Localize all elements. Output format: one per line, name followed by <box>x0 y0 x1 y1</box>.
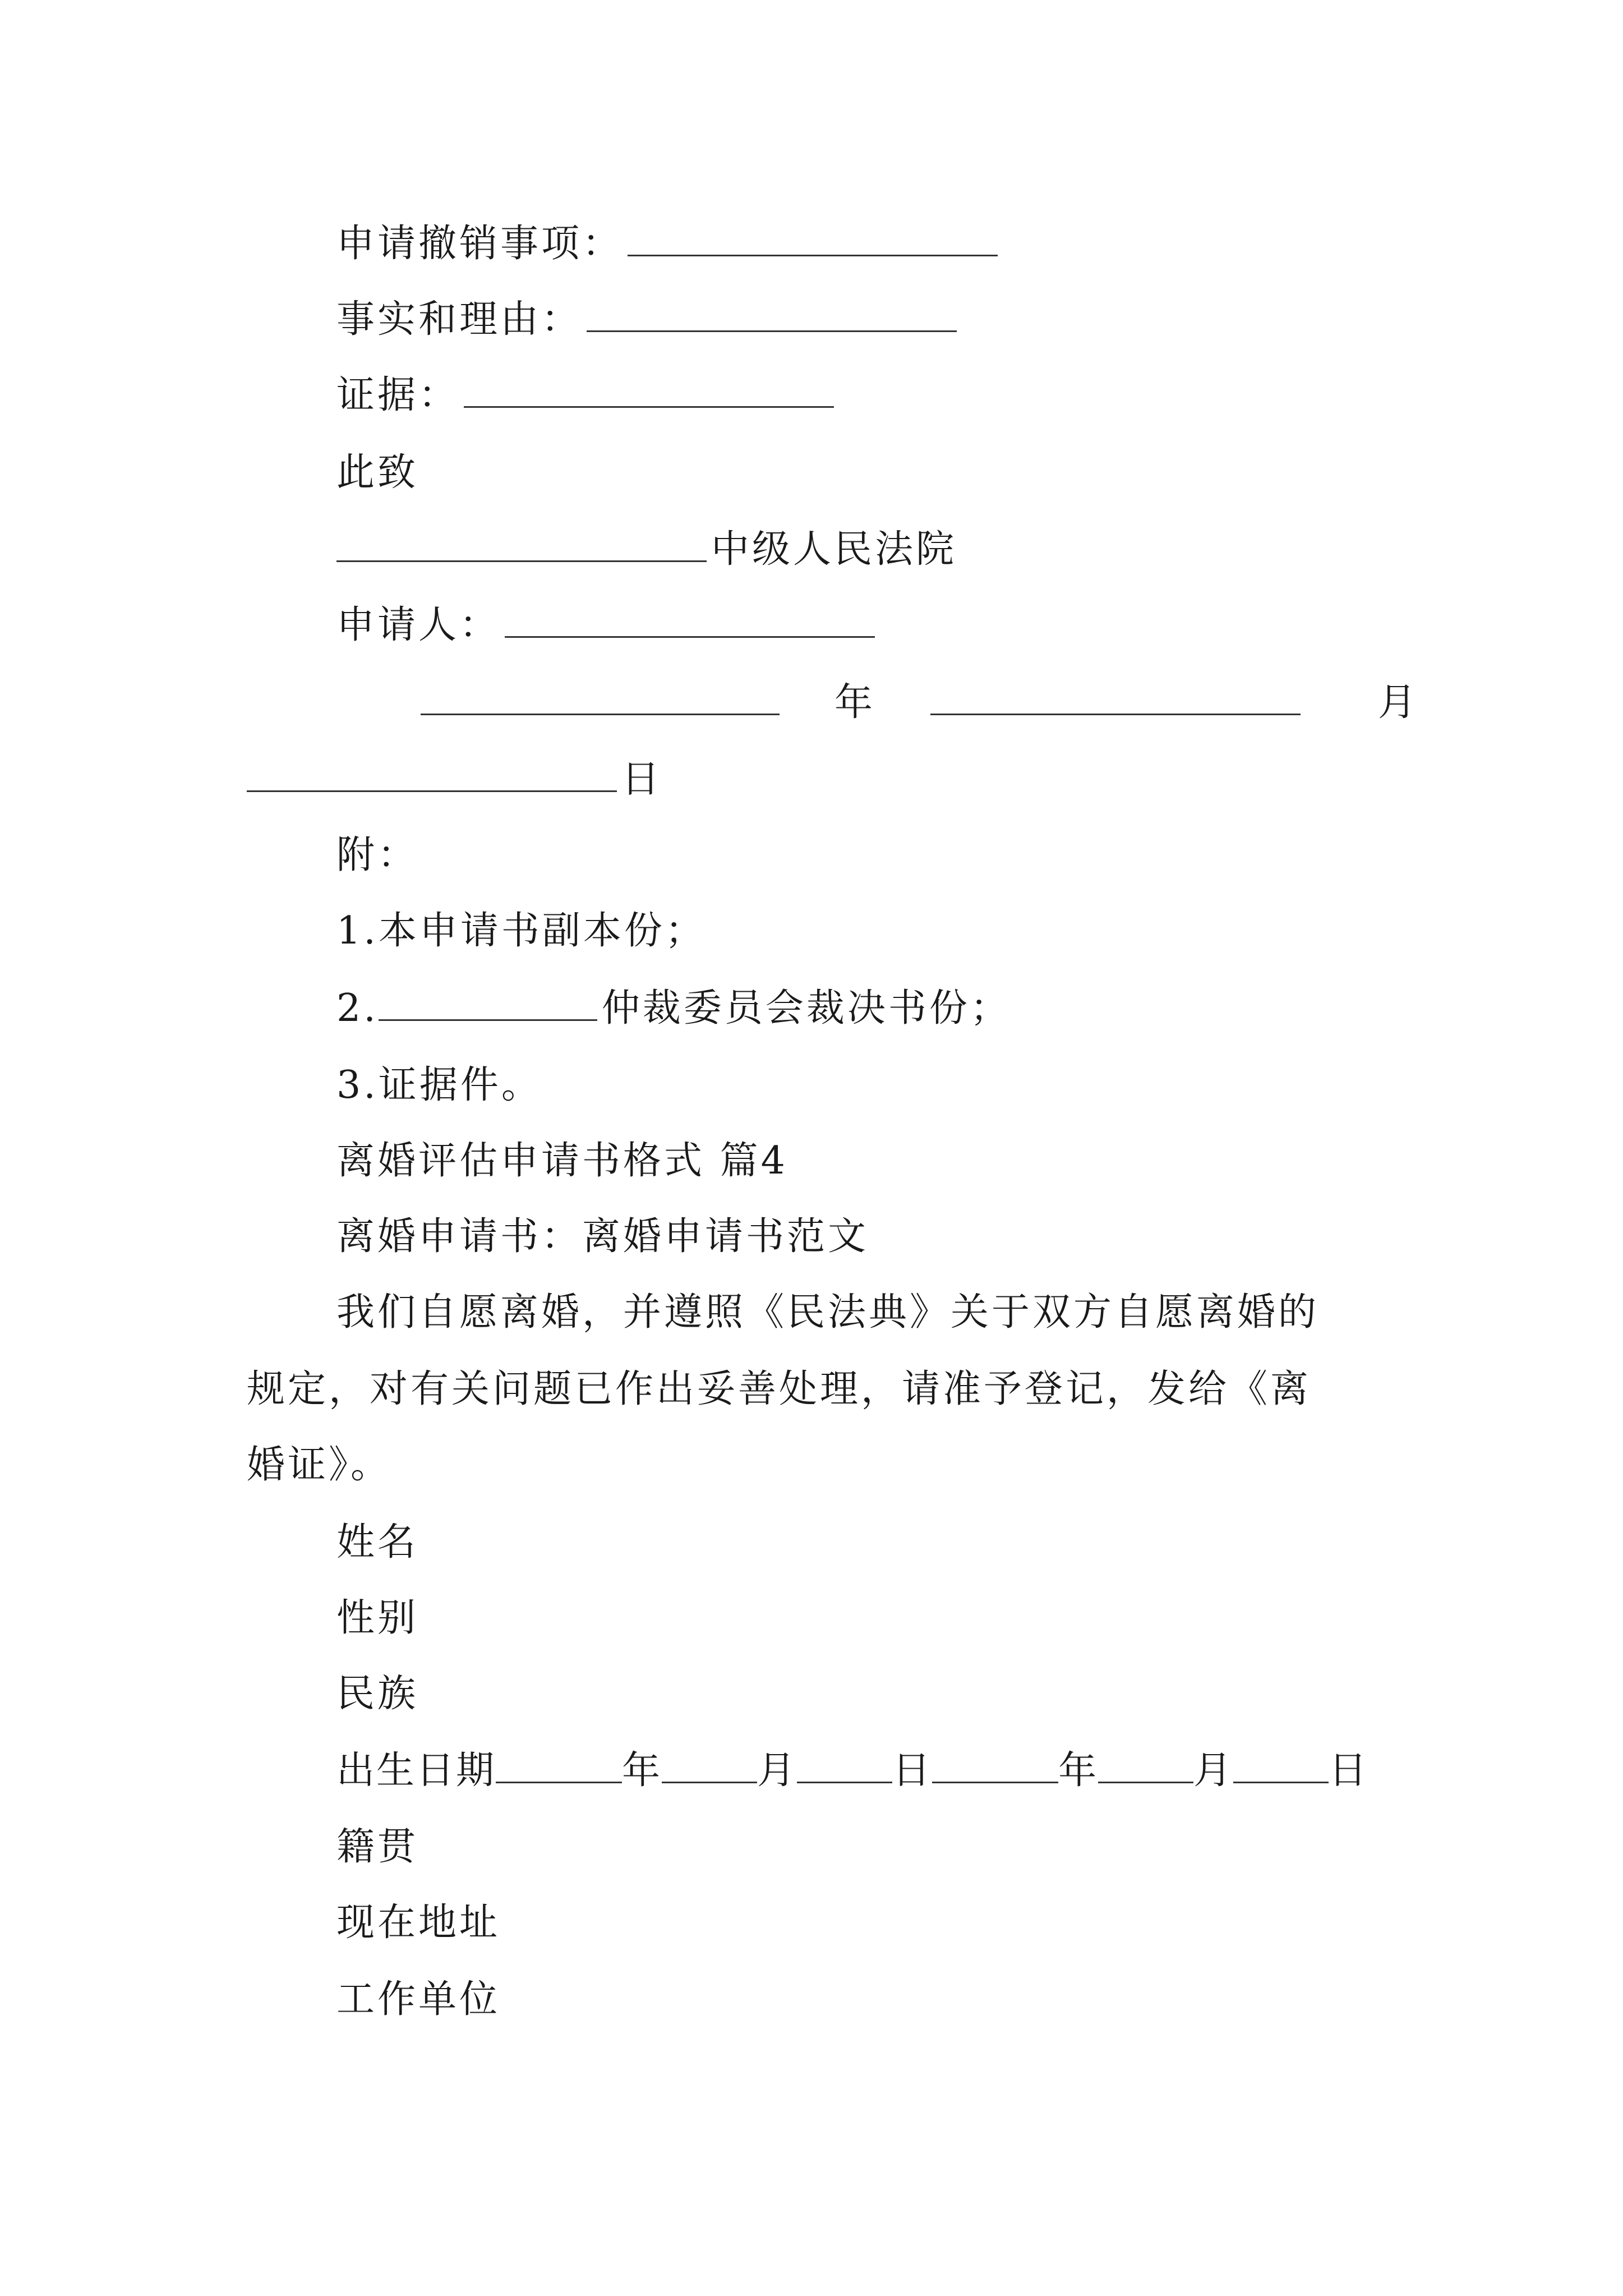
birth-year-label-2: 年 <box>1058 1749 1099 1793</box>
subtitle-line <box>336 1206 869 1268</box>
paragraph-line-2-text: 规定，对有关问题已作出妥善处理，请准予登记，发给《离 <box>247 1367 1312 1411</box>
birth-day-blank-2 <box>1233 1747 1329 1783</box>
applicant-blank <box>505 601 875 638</box>
birth-year-label-1: 年 <box>622 1749 662 1793</box>
year-label: 年 <box>834 680 876 725</box>
section-title-text: 离婚评估申请书格式 篇4 <box>336 1139 788 1183</box>
birth-day-blank-1 <box>797 1747 892 1783</box>
revoke-matters-label: 申请撤销事项： <box>336 222 624 266</box>
birth-month-label-1: 月 <box>757 1749 797 1793</box>
birth-month-blank-2 <box>1098 1747 1193 1783</box>
birth-date-label: 出生日期 <box>336 1749 496 1793</box>
paragraph-line-1 <box>336 1282 1319 1343</box>
subtitle-text: 离婚申请书：离婚申请书范文 <box>336 1214 869 1259</box>
attachment-line <box>336 825 418 886</box>
day-label: 日 <box>621 757 663 802</box>
facts-reasons-line <box>336 289 961 351</box>
attachment-item-1-text: 1.本申请书副本份； <box>336 909 706 953</box>
attachment-item-3 <box>336 1055 542 1116</box>
month-blank <box>930 679 1301 715</box>
section-title <box>336 1130 788 1192</box>
paragraph-line-2 <box>247 1359 1311 1420</box>
native-place-field <box>336 1816 418 1878</box>
evidence-line <box>336 365 838 426</box>
birth-year-blank-1 <box>496 1747 622 1783</box>
birth-year-blank-2 <box>932 1747 1058 1783</box>
day-blank <box>247 756 617 792</box>
applicant-line <box>336 595 879 656</box>
current-address-field <box>336 1892 500 1954</box>
ethnicity-field <box>336 1663 418 1725</box>
name-label: 姓名 <box>336 1520 419 1565</box>
court-line <box>336 519 957 581</box>
paragraph-line-3 <box>247 1434 391 1496</box>
arbitration-committee-blank <box>379 984 597 1021</box>
gender-label: 性别 <box>336 1596 419 1640</box>
attachment-label: 附： <box>336 833 419 877</box>
attachment-item-3-text: 3.证据件。 <box>336 1063 542 1107</box>
court-text: 中级人民法院 <box>711 527 957 572</box>
birth-date-field <box>336 1740 1368 1802</box>
birth-day-label-1: 日 <box>892 1749 933 1793</box>
work-unit-label: 工作单位 <box>336 1977 501 2022</box>
day-line <box>247 749 662 811</box>
birth-month-blank-1 <box>662 1747 757 1783</box>
native-place-label: 籍贯 <box>336 1825 419 1869</box>
work-unit-field <box>336 1969 500 2031</box>
evidence-blank <box>464 371 834 408</box>
paragraph-line-3-text: 婚证》。 <box>247 1443 392 1487</box>
evidence-label: 证据： <box>336 373 460 417</box>
ethnicity-label: 民族 <box>336 1672 419 1716</box>
revoke-matters-line <box>336 213 1002 275</box>
attachment-item-1 <box>336 900 706 962</box>
year-blank <box>421 679 780 715</box>
date-line <box>421 672 1419 734</box>
attachment-item-2-suffix: 仲裁委员会裁决书份； <box>601 986 1011 1030</box>
salutation-line <box>336 442 418 504</box>
court-blank <box>336 526 707 562</box>
attachment-item-2 <box>336 978 1011 1039</box>
name-field <box>336 1512 418 1573</box>
revoke-matters-blank <box>628 220 998 256</box>
birth-day-label-2: 日 <box>1329 1749 1369 1793</box>
gender-field <box>336 1588 418 1649</box>
applicant-label: 申请人： <box>336 603 501 647</box>
facts-reasons-blank <box>587 296 957 332</box>
attachment-item-2-prefix: 2. <box>336 986 379 1030</box>
facts-reasons-label: 事实和理由： <box>336 297 583 342</box>
birth-month-label-2: 月 <box>1193 1749 1234 1793</box>
month-label: 月 <box>1378 680 1419 725</box>
paragraph-line-1-text: 我们自愿离婚，并遵照《民法典》关于双方自愿离婚的 <box>336 1290 1320 1335</box>
salutation-text: 此致 <box>336 450 419 495</box>
current-address-label: 现在地址 <box>336 1901 501 1945</box>
